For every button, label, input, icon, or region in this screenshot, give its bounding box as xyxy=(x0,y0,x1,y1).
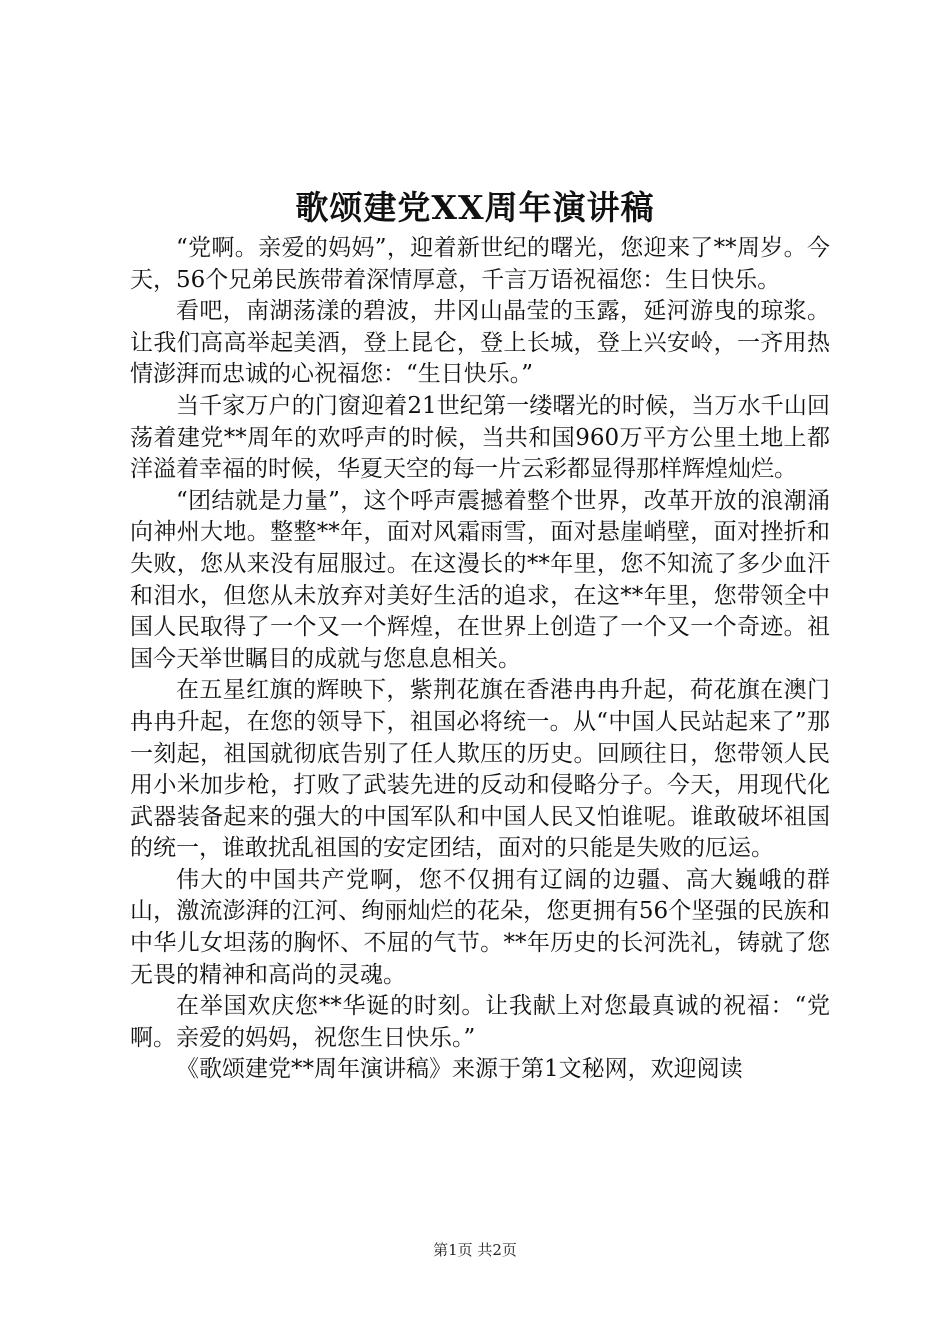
paragraph: 看吧，南湖荡漾的碧波，井冈山晶莹的玉露，延河游曳的琼浆。让我们高高举起美酒，登上昆仑，登上长城，登上兴安岭，一齐用热情澎湃而忠诚的心祝福您：“生日快乐。” xyxy=(130,298,830,388)
paragraph: “团结就是力量”，这个呼声震撼着整个世界，改革开放的浪潮涌向神州大地。整整**年，面对风霜雨雪，面对悬崖峭壁，面对挫折和失败，您从来没有屈服过。在这漫长的**年里，您不知流了多少血汗和泪水，但您从未放弃对美好生活的追求，在这**年里，您带领全中国人民取得了一个又一个辉煌，在世界上创造了一个又一个奇迹。祖国今天举世瞩目的成就与您息息相关。 xyxy=(130,487,830,672)
document-body xyxy=(130,233,830,1086)
page-number: 第1页 共2页 xyxy=(433,1241,517,1259)
paragraph: 在五星红旗的辉映下，紫荆花旗在香港冉冉升起，荷花旗在澳门冉冉升起，在您的领导下，祖国必将统一。从“中国人民站起来了”那一刻起，祖国就彻底告别了任人欺压的历史。回顾往日，您带领人民用小米加步枪，打败了武装先进的反动和侵略分子。今天，用现代化武器装备起来的强大的中国军队和中国人民又怕谁呢。谁敢破坏祖国的统一，谁敢扰乱祖国的安定团结，面对的只能是失败的厄运。 xyxy=(130,677,830,862)
paragraph: 伟大的中国共产党啊，您不仅拥有辽阔的边疆、高大巍峨的群山，激流澎湃的江河、绚丽灿烂的花朵，您更拥有56个坚强的民族和中华儿女坦荡的胸怀、不屈的气节。**年历史的长河洗礼，铸就了您无畏的精神和高尚的灵魂。 xyxy=(130,866,830,988)
document-title: 歌颂建党XX周年演讲稿 xyxy=(295,188,655,227)
source-note: 《歌颂建党**周年演讲稿》来源于第1文秘网，欢迎阅读 xyxy=(176,1056,743,1083)
paragraph: “党啊。亲爱的妈妈”，迎着新世纪的曙光，您迎来了**周岁。今天，56个兄弟民族带着深情厚意，千言万语祝福您：生日快乐。 xyxy=(130,235,830,293)
paragraph: 在举国欢庆您**华诞的时刻。让我献上对您最真诚的祝福：“党啊。亲爱的妈妈，祝您生日快乐。” xyxy=(130,993,830,1051)
paragraph: 当千家万户的门窗迎着21世纪第一缕曙光的时候，当万水千山回荡着建党**周年的欢呼声的时候，当共和国960万平方公里土地上都洋溢着幸福的时候，华夏天空的每一片云彩都显得那样辉煌灿烂。 xyxy=(130,392,830,483)
